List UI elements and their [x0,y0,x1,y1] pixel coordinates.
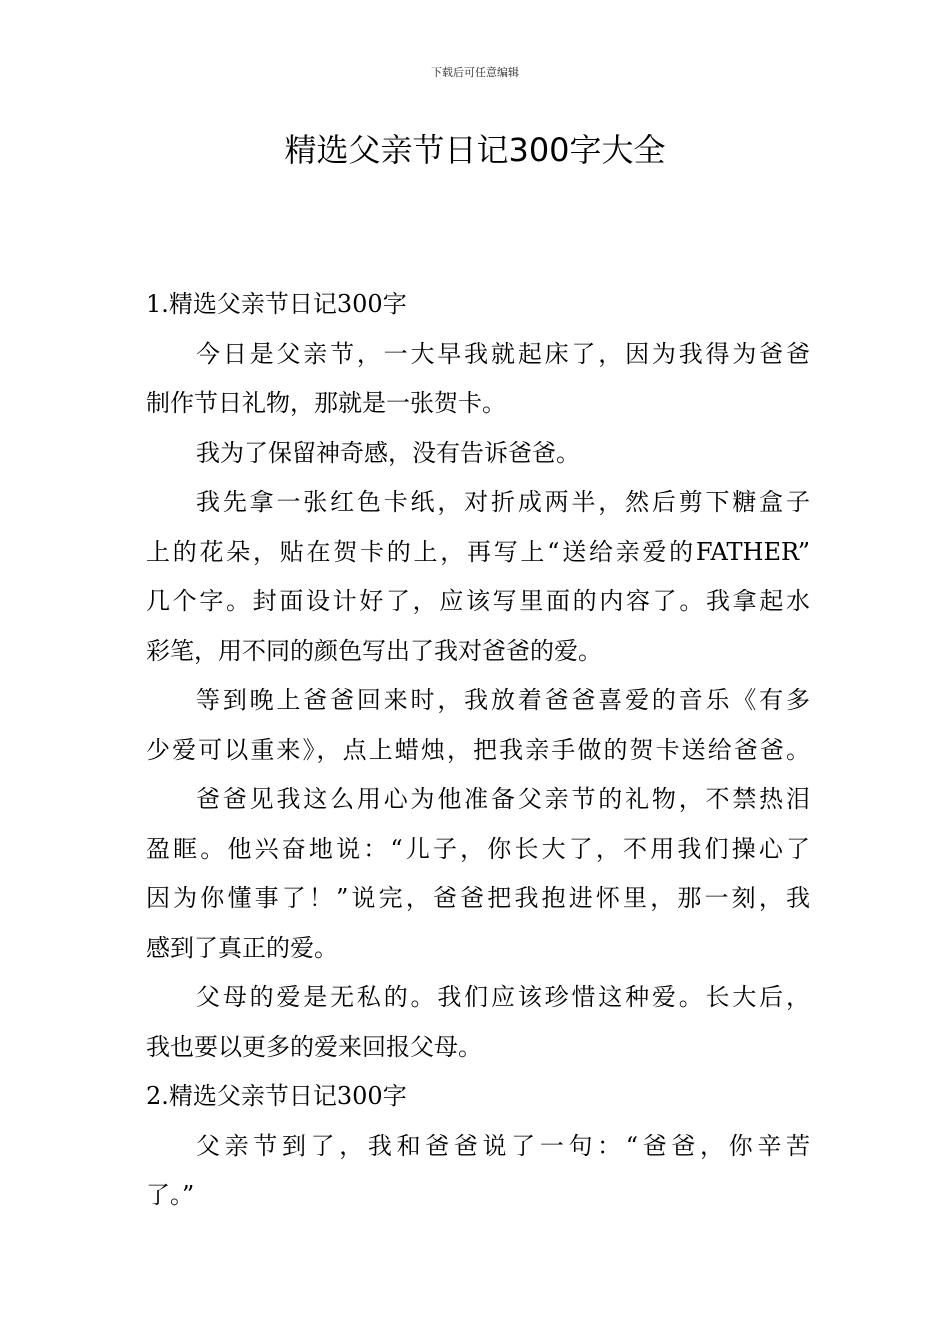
header-note: 下载后可任意编辑 [431,66,519,79]
section-heading-2: 2.精选父亲节日记300字 [146,1082,407,1110]
paragraph-line: 父亲节到了，我和爸爸说了一句：“爸爸，你辛苦 [196,1131,810,1160]
paragraph-line: 今日是父亲节，一大早我就起床了，因为我得为爸爸 [196,339,810,368]
paragraph-line: 我也要以更多的爱来回报父母。 [146,1032,482,1061]
paragraph-line: 彩笔，用不同的颜色写出了我对爸爸的爱。 [146,636,602,665]
page-title: 精选父亲节日记300字大全 [284,131,666,169]
paragraph-line: 我先拿一张红色卡纸，对折成两半，然后剪下糖盒子 [196,488,810,516]
document-body [146,280,810,1221]
paragraph-line: 我为了保留神奇感，没有告诉爸爸。 [196,438,580,467]
section-heading-1: 1.精选父亲节日记300字 [146,290,407,318]
paragraph-line: 爸爸见我这么用心为他准备父亲节的礼物，不禁热泪 [196,785,810,813]
paragraph-line: 少爱可以重来》，点上蜡烛，把我亲手做的贺卡送给爸爸。 [146,735,810,764]
paragraph-line: 等到晚上爸爸回来时，我放着爸爸喜爱的音乐《有多 [196,686,810,714]
paragraph-line: 上的花朵，贴在贺卡的上，再写上“送给亲爱的FATHER” [146,537,810,566]
paragraph-line: 感到了真正的爱。 [146,933,338,962]
paragraph-line: 父母的爱是无私的。我们应该珍惜这种爱。长大后， [196,983,810,1011]
paragraph-line: 制作节日礼物，那就是一张贺卡。 [146,389,506,417]
paragraph-line: 了。” [146,1181,195,1209]
paragraph-line: 盈眶。他兴奋地说：“儿子，你长大了，不用我们操心了 [146,834,810,863]
paragraph-line: 因为你懂事了！”说完，爸爸把我抱进怀里，那一刻，我 [146,884,810,912]
paragraph-line: 几个字。封面设计好了，应该写里面的内容了。我拿起水 [146,587,810,615]
